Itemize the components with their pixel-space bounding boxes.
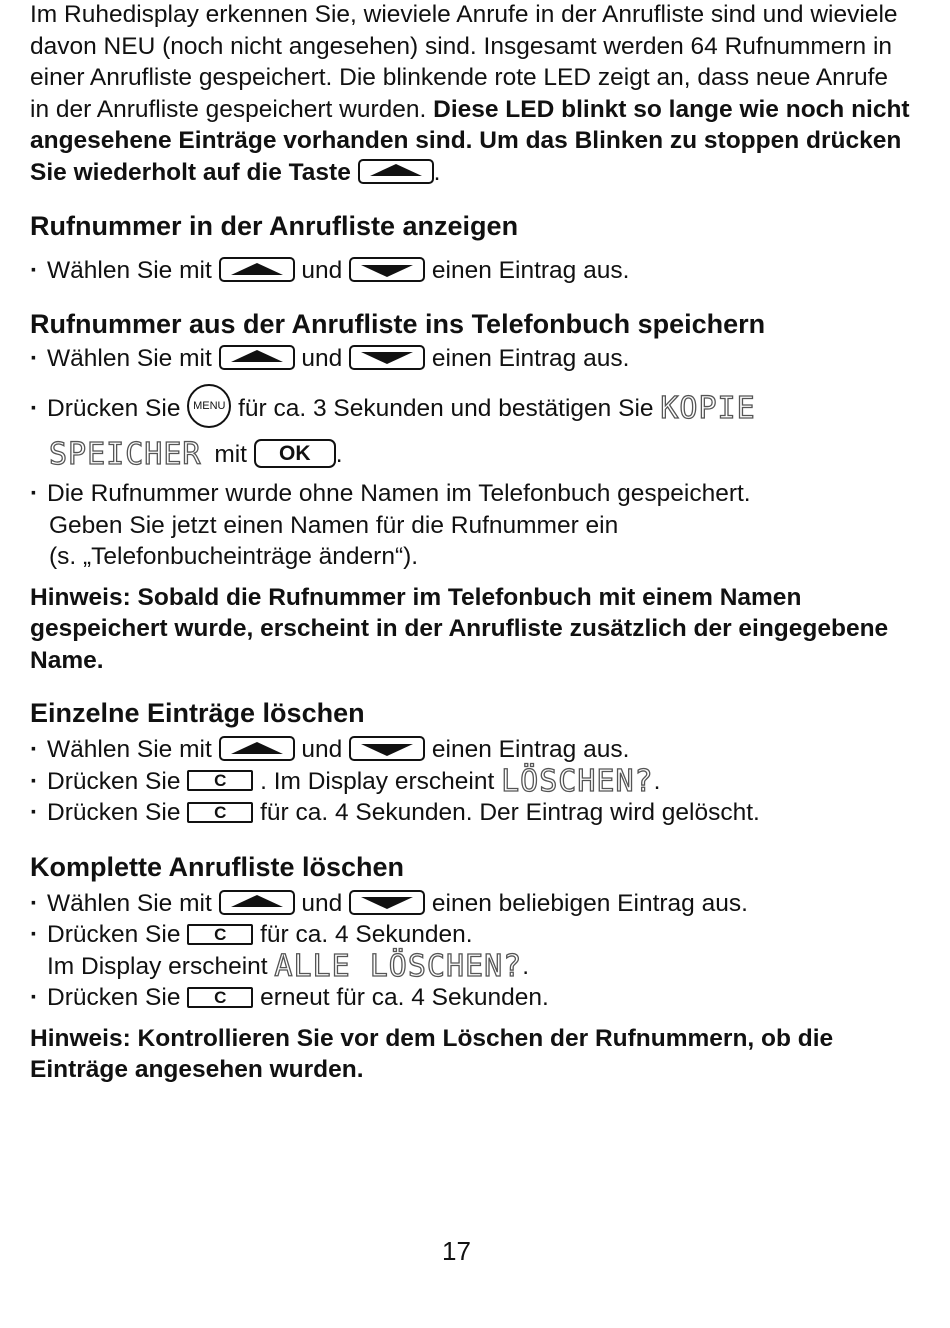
list-item: · Drücken Sie MENU für ca. 3 Sekunden und bestätigen Sie KOPIE SPEICHER mit OK . <box>30 386 910 478</box>
c-key-icon: C <box>187 924 253 945</box>
up-key-icon <box>219 345 295 370</box>
note-telefonbuch: Hinweis: Sobald die Rufnummer im Telefonbuch mit einem Namen gespeichert wurde, erscheint in der Anrufliste zusätzlich der eingegebene Name. <box>30 583 889 674</box>
display-text-kopie: KOPIE <box>660 391 756 426</box>
list-item: · Drücken Sie C erneut für ca. 4 Sekunden. <box>30 982 910 1014</box>
display-text-alle-loeschen: ALLE LÖSCHEN? <box>274 948 523 984</box>
c-key-icon: C <box>187 987 253 1008</box>
down-key-icon <box>349 345 425 370</box>
list-item: · Wählen Sie mit und einen Eintrag aus. <box>30 343 910 375</box>
down-key-icon <box>349 257 425 282</box>
intro-text: Im Ruhedisplay erkennen Sie, wieviele Anrufe in der Anrufliste sind und wieviele davon NEU (noch nicht angesehen) sind. Insgesamt werden 64 Rufnummern in einer Anrufliste gespeichert. Die blinkende rote LED zeigt an, dass neue Anrufe in der Anrufliste gespeichert wurden. <box>30 1 898 123</box>
list-item: · Die Rufnummer wurde ohne Namen im Telefonbuch gespeichert. Geben Sie jetzt einen Namen für die Rufnummer ein (s. „Telefonbucheinträge ändern“). <box>30 478 910 573</box>
up-key-icon <box>219 257 295 282</box>
list-item: · Drücken Sie C für ca. 4 Sekunden. Im Display erscheint ALLE LÖSCHEN?. <box>30 919 910 982</box>
list-item: · Wählen Sie mit und einen Eintrag aus. <box>30 255 910 287</box>
intro-paragraph: Im Ruhedisplay erkennen Sie, wieviele Anrufe in der Anrufliste sind und wieviele davon NEU (noch nicht angesehen) sind. Insgesamt werden 64 Rufnummern in einer Anrufliste gespeichert. Die blinkende rote LED zeigt an, dass neue Anrufe in der Anrufliste gespeichert wurden. Diese LED blinkt so lange wie noch nicht angesehene Einträge vorhanden sind. Um das Blinken zu stoppen drücken Sie wiederholt auf die Taste . <box>30 1 910 186</box>
ok-key-icon: OK <box>254 439 336 468</box>
note-kontrollieren: Hinweis: Kontrollieren Sie vor dem Löschen der Rufnummern, ob die Einträge angesehen wurden. <box>30 1024 834 1083</box>
list-item: · Drücken Sie C für ca. 4 Sekunden. Der Eintrag wird gelöscht. <box>30 797 910 829</box>
up-key-icon <box>219 890 295 915</box>
menu-key-icon: MENU <box>187 384 231 428</box>
section-heading-anzeigen: Rufnummer in der Anrufliste anzeigen <box>30 211 519 241</box>
page-number: 17 <box>442 1236 471 1266</box>
manual-page <box>30 0 910 1086</box>
list-item: · Drücken Sie C . Im Display erscheint LÖSCHEN?. <box>30 766 910 798</box>
up-key-icon <box>219 736 295 761</box>
c-key-icon: C <box>187 802 253 823</box>
down-key-icon <box>349 890 425 915</box>
up-key-icon <box>358 159 434 184</box>
display-text-speicher: SPEICHER <box>49 437 202 472</box>
section-heading-einzeln-loeschen: Einzelne Einträge löschen <box>30 698 365 728</box>
list-item: · Wählen Sie mit und einen beliebigen Eintrag aus. <box>30 888 910 920</box>
down-key-icon <box>349 736 425 761</box>
section-heading-komplett-loeschen: Komplette Anrufliste löschen <box>30 851 405 882</box>
display-text-loeschen: LÖSCHEN? <box>501 763 654 799</box>
section-heading-speichern: Rufnummer aus der Anrufliste ins Telefonbuch speichern <box>30 308 766 339</box>
list-item: · Wählen Sie mit und einen Eintrag aus. <box>30 734 910 766</box>
intro-bold-text: Diese LED blinkt so lange wie noch nicht angesehene Einträge vorhanden sind. Um das Blinken zu stoppen drücken Sie wiederholt auf die Taste <box>30 95 910 186</box>
c-key-icon: C <box>187 770 253 791</box>
